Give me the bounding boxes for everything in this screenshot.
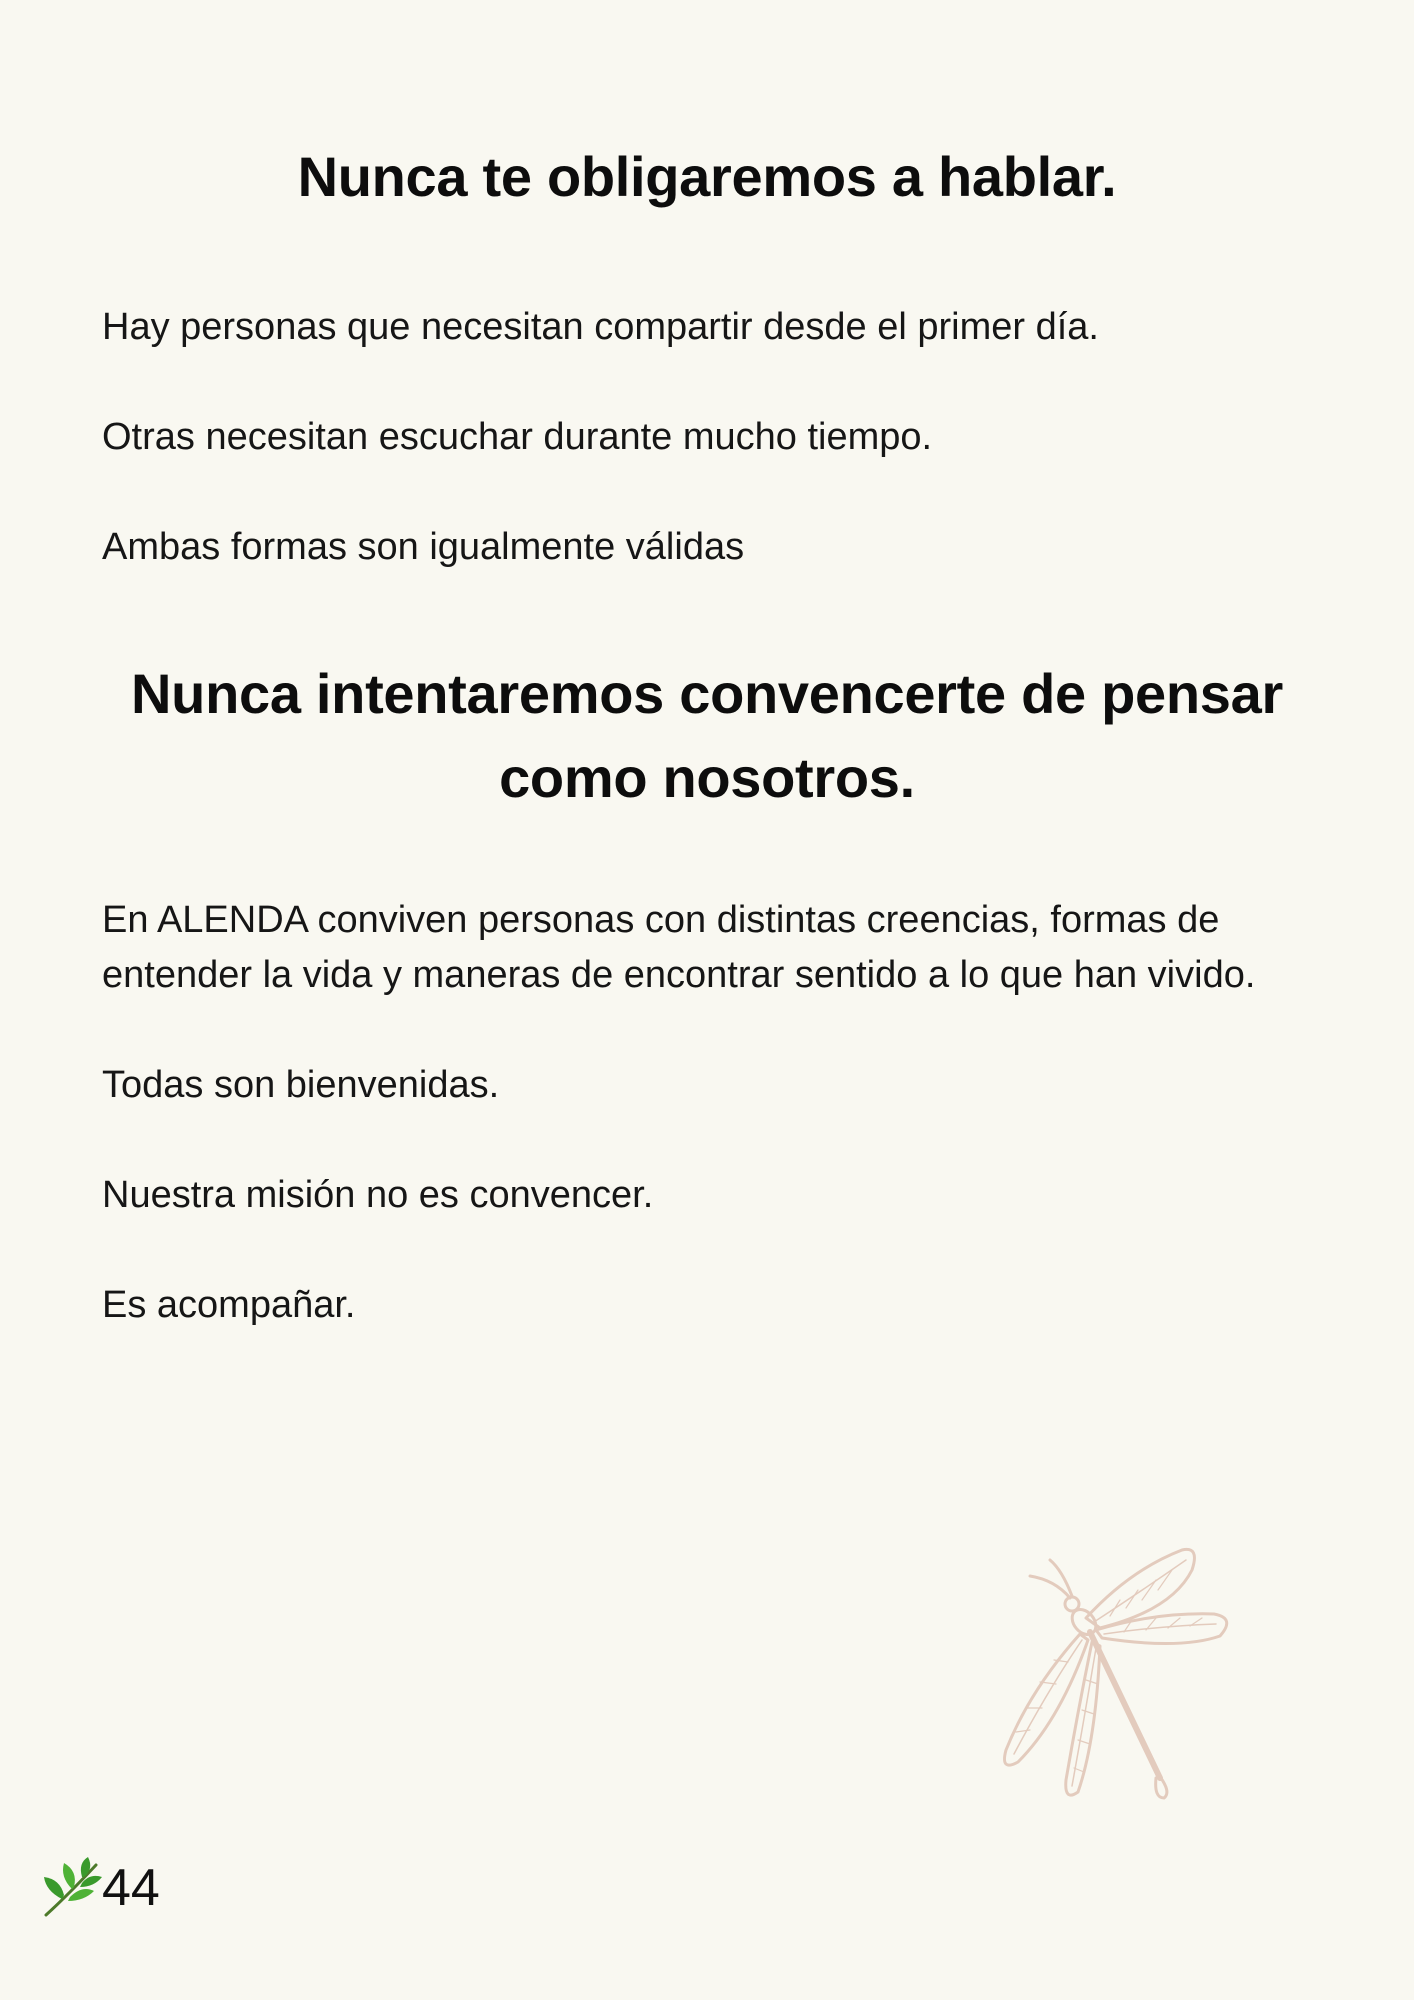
paragraph: Todas son bienvenidas.	[102, 1064, 500, 1106]
paragraph: Ambas formas son igualmente válidas	[102, 526, 745, 568]
paragraph: Hay personas que necesitan compartir desde el primer día.	[102, 306, 1099, 348]
paragraph: Nuestra misión no es convencer.	[102, 1174, 654, 1216]
heading-no-convencer: Nunca intentaremos convencerte de pensar como nosotros.	[131, 662, 1283, 809]
page-number: 44	[102, 1859, 160, 1917]
paragraph: Otras necesitan escuchar durante mucho tiempo.	[102, 416, 933, 458]
leaf-icon	[38, 1855, 104, 1921]
paragraph: Es acompañar.	[102, 1284, 356, 1326]
paragraph: En ALENDA conviven personas con distintas creencias, formas de entender la vida y maneras de encontrar sentido a lo que han vivido.	[102, 899, 1256, 996]
dragonfly-icon	[960, 1540, 1240, 1830]
page-footer	[38, 1858, 160, 1918]
heading-no-forzar-hablar: Nunca te obligaremos a hablar.	[297, 145, 1117, 208]
